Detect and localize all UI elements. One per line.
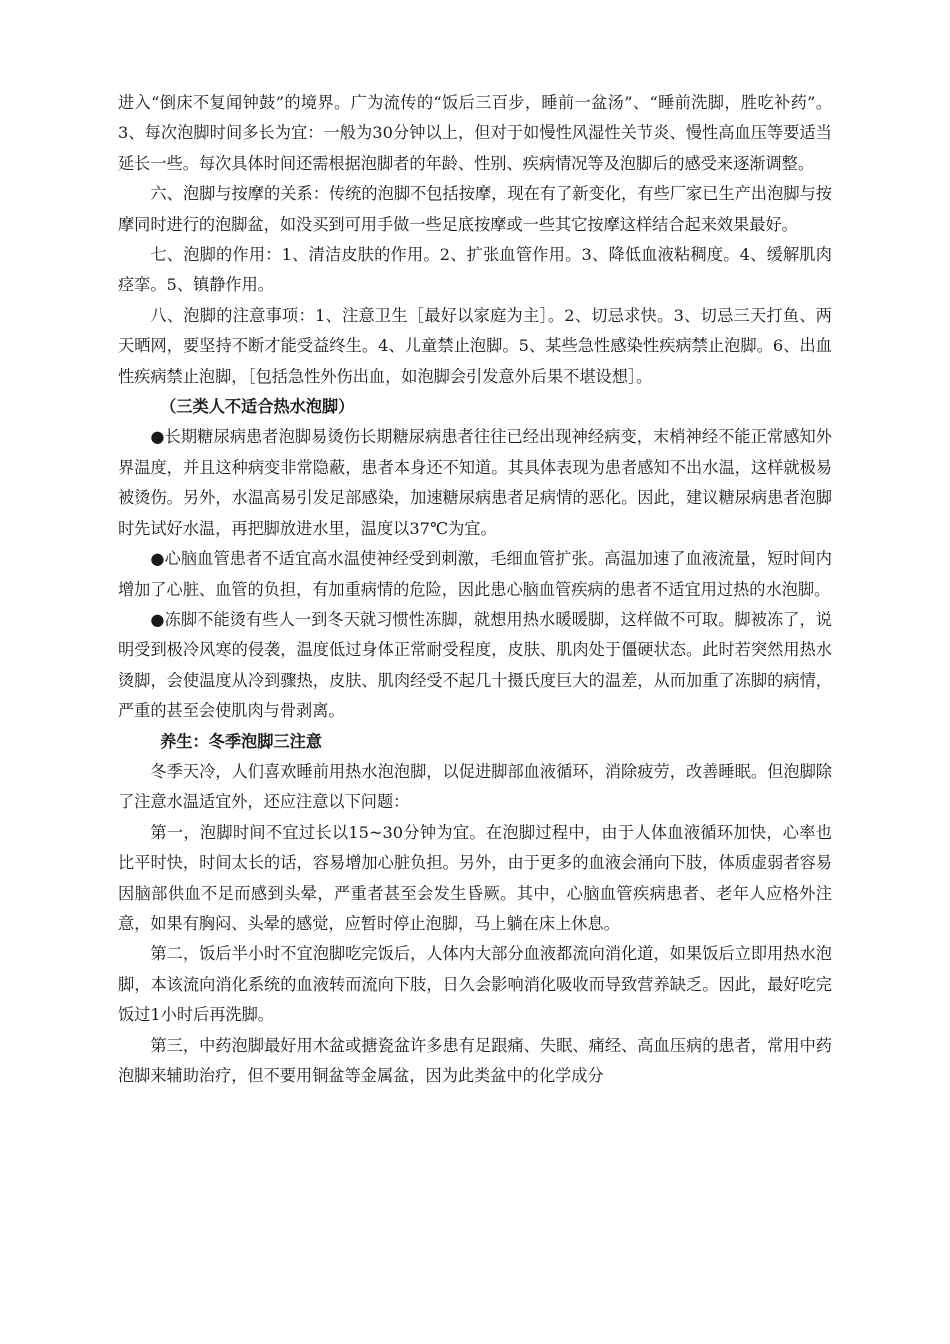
heading-winter-tips: 养生：冬季泡脚三注意 bbox=[160, 731, 322, 751]
paragraph-section-eight: 八、泡脚的注意事项：1、注意卫生［最好以家庭为主］。2、切忌求快。3、切忌三天打鱼、两天晒网，要坚持不断才能受益终生。4、儿童禁止泡脚。5、某些急性感染性疾病禁止泡脚。6、出血性疾病禁止泡脚，［包括急性外伤出血，如泡脚会引发意外后果不堪设想］。 bbox=[118, 305, 832, 386]
paragraph-third-tip: 第三，中药泡脚最好用木盆或搪瓷盆许多患有足跟痛、失眠、痛经、高血压病的患者，常用中药泡脚来辅助治疗，但不要用铜盆等金属盆，因为此类盆中的化学成分 bbox=[118, 1035, 832, 1085]
paragraph-winter-intro: 冬季天冷，人们喜欢睡前用热水泡泡脚，以促进脚部血液循环，消除疲劳，改善睡眠。但泡脚除了注意水温适宜外，还应注意以下问题： bbox=[118, 761, 832, 812]
paragraph-continuation: 进入“倒床不复闻钟鼓”的境界。广为流传的“饭后三百步，睡前一盆汤”、“睡前洗脚，胜吃补药”。3、每次泡脚时间多长为宜：一般为30分钟以上，但对于如慢性风湿性关节炎、慢性高血压等要适当延长一些。每次具体时间还需根据泡脚者的年龄、性别、疾病情况等及泡脚后的感受来逐渐调整。 bbox=[118, 93, 832, 173]
paragraph-section-six: 六、泡脚与按摩的关系：传统的泡脚不包括按摩，现在有了新变化，有些厂家已生产出泡脚与按摩同时进行的泡脚盆，如没买到可用手做一些足底按摩或一些其它按摩这样结合起来效果最好。 bbox=[118, 184, 832, 234]
document-page bbox=[118, 88, 832, 1091]
paragraph-diabetes: ●长期糖尿病患者泡脚易烫伤长期糖尿病患者往往已经出现神经病变，末梢神经不能正常感知外界温度，并且这种病变非常隐蔽，患者本身还不知道。其具体表现为患者感知不出水温，这样就极易被烫伤。另外，水温高易引发足部感染，加速糖尿病患者足病情的恶化。因此，建议糖尿病患者泡脚时先试好水温，再把脚放进水里，温度以37℃为宜。 bbox=[118, 427, 832, 538]
paragraph-first-tip: 第一，泡脚时间不宜过长以15~30分钟为宜。在泡脚过程中，由于人体血液循环加快，心率也比平时快，时间太长的话，容易增加心脏负担。另外，由于更多的血液会涌向下肢，体质虚弱者容易因脑部供血不足而感到头晕，严重者甚至会发生昏厥。其中，心脑血管疾病患者、老年人应格外注意，如果有胸闷、头晕的感觉，应暂时停止泡脚，马上躺在床上休息。 bbox=[118, 822, 832, 933]
paragraph-cardio: ●心脑血管患者不适宜高水温使神经受到刺激，毛细血管扩张。高温加速了血液流量，短时间内增加了心脏、血管的负担，有加重病情的危险，因此患心脑血管疾病的患者不适宜用过热的水泡脚。 bbox=[118, 549, 832, 599]
paragraph-second-tip: 第二，饭后半小时不宜泡脚吃完饭后，人体内大部分血液都流向消化道，如果饭后立即用热水泡脚，本该流向消化系统的血液转而流向下肢，日久会影响消化吸收而导致营养缺乏。因此，最好吃完饭过1小时后再洗脚。 bbox=[118, 944, 832, 1025]
paragraph-section-seven: 七、泡脚的作用：1、清洁皮肤的作用。2、扩张血管作用。3、降低血液粘稠度。4、缓解肌肉痉挛。5、镇静作用。 bbox=[118, 245, 832, 295]
heading-three-types: （三类人不适合热水泡脚） bbox=[160, 397, 355, 417]
paragraph-frozen-feet: ●冻脚不能烫有些人一到冬天就习惯性冻脚，就想用热水暖暖脚，这样做不可取。脚被冻了，说明受到极冷风寒的侵袭，温度低过身体正常耐受程度，皮肤、肌肉处于僵硬状态。此时若突然用热水烫脚，会使温度从冷到骤热，皮肤、肌肉经受不起几十摄氏度巨大的温差，从而加重了冻脚的病情，严重的甚至会使肌肉与骨剥离。 bbox=[118, 609, 832, 721]
